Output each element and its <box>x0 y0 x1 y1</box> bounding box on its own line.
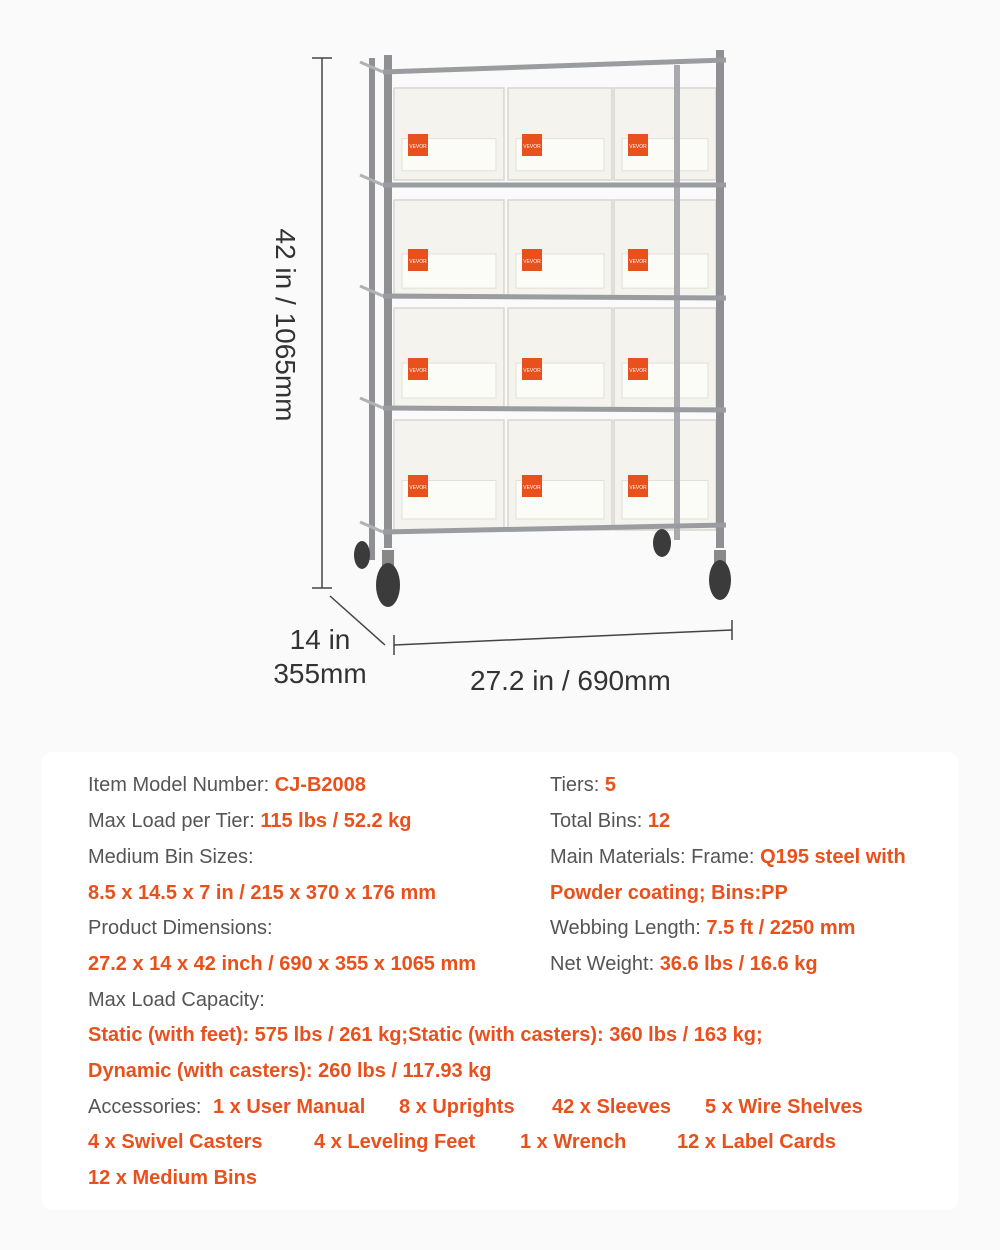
max-load-tier-label: Max Load per Tier: <box>88 810 255 832</box>
webbing-value: 7.5 ft / 2250 mm <box>706 917 856 939</box>
medium-bin-label: Medium Bin Sizes: <box>88 846 254 868</box>
item-model-label: Item Model Number: <box>88 774 270 796</box>
height-dimension-label: 42 in / 1065mm <box>270 228 301 422</box>
spec-tiers <box>550 772 616 798</box>
wire-shelf <box>383 296 726 298</box>
spec-card <box>42 752 958 1210</box>
main-materials-label: Main Materials: Frame: <box>550 846 755 868</box>
accessory-item: 4 x Swivel Casters <box>88 1131 263 1153</box>
accessory-item: 1 x User Manual <box>213 1096 366 1118</box>
spec-medium-bin-value <box>88 880 436 906</box>
storage-bin <box>394 420 504 530</box>
vevor-logo-text: VEVOR <box>629 485 647 491</box>
width-dimension-label: 27.2 in / 690mm <box>470 665 671 696</box>
main-materials-value-2: Powder coating; Bins:PP <box>550 882 788 904</box>
total-bins-value: 12 <box>647 810 671 832</box>
spec-main-materials <box>550 844 906 870</box>
storage-bin <box>394 308 504 408</box>
depth-dimension-label <box>265 623 375 691</box>
caster-wheels <box>354 529 731 607</box>
storage-bin <box>614 88 716 180</box>
accessory-item: 12 x Label Cards <box>677 1131 836 1153</box>
storage-bin <box>508 308 612 408</box>
depth-inches: 14 in <box>289 624 351 655</box>
vevor-logo-text: VEVOR <box>409 485 427 491</box>
spec-item-model <box>88 772 366 798</box>
storage-bin <box>394 200 504 298</box>
storage-bin <box>614 200 716 298</box>
spec-max-load-cap-label <box>88 987 265 1013</box>
product-dim-label: Product Dimensions: <box>88 917 273 939</box>
storage-bin <box>508 200 612 298</box>
accessories-label: Accessories: <box>88 1096 202 1118</box>
spec-max-load-tier <box>88 808 412 834</box>
vevor-logo-text: VEVOR <box>523 485 541 491</box>
vevor-logo-text: VEVOR <box>629 144 647 150</box>
product-dim-value: 27.2 x 14 x 42 inch / 690 x 355 x 1065 mm <box>88 953 477 975</box>
storage-bin <box>508 88 612 180</box>
accessory-item: 5 x Wire Shelves <box>705 1096 863 1118</box>
spec-max-load-cap-2 <box>88 1058 492 1084</box>
spec-medium-bin-label <box>88 844 254 870</box>
spec-net-weight <box>550 951 818 977</box>
main-materials-value-1: Q195 steel with <box>760 846 906 868</box>
max-load-cap-label: Max Load Capacity: <box>88 989 265 1011</box>
accessory-item: 1 x Wrench <box>520 1131 627 1153</box>
webbing-label: Webbing Length: <box>550 917 701 939</box>
storage-bin <box>394 88 504 180</box>
spec-product-dim-label <box>88 915 273 941</box>
spec-webbing <box>550 915 855 941</box>
vevor-logo-text: VEVOR <box>409 144 427 150</box>
storage-bin <box>614 420 716 530</box>
max-load-tier-value: 115 lbs / 52.2 kg <box>260 810 412 832</box>
spec-max-load-cap-1 <box>88 1022 763 1048</box>
accessory-item: 4 x Leveling Feet <box>314 1131 476 1153</box>
vevor-logo-text: VEVOR <box>409 368 427 374</box>
spec-accessories-label <box>88 1094 201 1120</box>
spec-total-bins <box>550 808 670 834</box>
max-load-cap-value-1: Static (with feet): 575 lbs / 261 kg;Static (with casters): 360 lbs / 163 kg; <box>88 1024 763 1046</box>
wire-shelf <box>383 408 726 410</box>
vevor-logo-text: VEVOR <box>523 144 541 150</box>
accessory-item: 12 x Medium Bins <box>88 1167 257 1189</box>
net-weight-label: Net Weight: <box>550 953 655 975</box>
vevor-logo-text: VEVOR <box>523 368 541 374</box>
medium-bin-value: 8.5 x 14.5 x 7 in / 215 x 370 x 176 mm <box>88 882 437 904</box>
spec-product-dim-value <box>88 951 476 977</box>
vevor-logo-text: VEVOR <box>629 259 647 265</box>
depth-mm: 355mm <box>273 658 367 689</box>
storage-bin <box>508 420 612 530</box>
item-model-value: CJ-B2008 <box>274 774 366 796</box>
total-bins-label: Total Bins: <box>550 810 643 832</box>
spec-main-materials-cont <box>550 880 788 906</box>
tiers-label: Tiers: <box>550 774 600 796</box>
net-weight-value: 36.6 lbs / 16.6 kg <box>659 953 818 975</box>
accessory-item: 8 x Uprights <box>399 1096 515 1118</box>
vevor-logo-text: VEVOR <box>409 259 427 265</box>
tiers-value: 5 <box>604 774 616 796</box>
storage-bin <box>614 308 716 408</box>
vevor-logo-text: VEVOR <box>523 259 541 265</box>
accessory-item: 42 x Sleeves <box>552 1096 671 1118</box>
max-load-cap-value-2: Dynamic (with casters): 260 lbs / 117.93 kg <box>88 1060 492 1082</box>
bins-group <box>394 88 716 530</box>
vevor-logo-text: VEVOR <box>629 368 647 374</box>
